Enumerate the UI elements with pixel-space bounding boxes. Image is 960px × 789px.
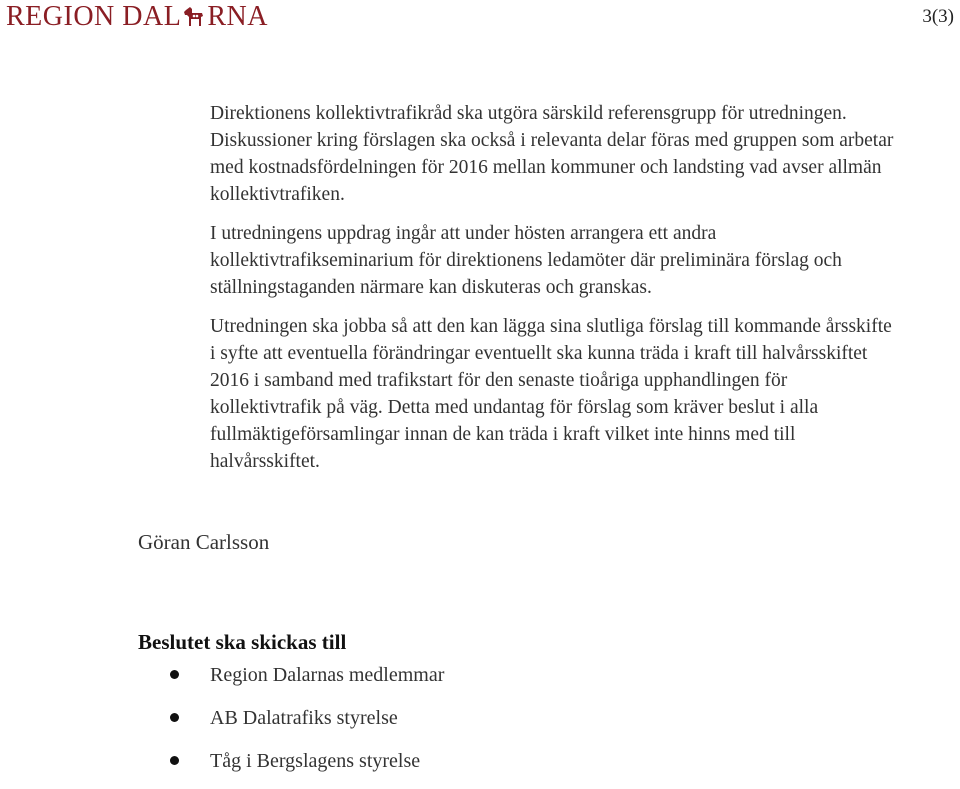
letter-body — [210, 100, 900, 487]
paragraph: Utredningen ska jobba så att den kan lägga sina slutliga förslag till kommande årsskifte i syfte att eventuella förändringar eventuellt ska kunna träda i kraft till halvårsskiftet 2016 i samband med trafikstart för den senaste tioåriga upphandlingen för kollektivtrafik på väg. Detta med undantag för förslag som kräver beslut i alla fullmäktigeförsamlingar innan de kan träda i kraft vilket inte hinns med till halvårsskiftet. — [210, 316, 892, 472]
logo-text-right: RNA — [207, 1, 268, 32]
signature-name: Göran Carlsson — [138, 530, 270, 554]
list-item-label: Tåg i Bergslagens styrelse — [210, 750, 421, 772]
distribution-list — [170, 660, 444, 789]
paragraph: I utredningens uppdrag ingår att under hösten arrangera ett andra kollektivtrafikseminarium för direktionens ledamöter där preliminära förslag och ställningstaganden närmare kan diskuteras och granskas. — [210, 223, 842, 298]
paragraph: Direktionens kollektivtrafikråd ska utgöra särskild referensgrupp för utredningen. Diskussioner kring förslagen ska också i relevanta delar föras med gruppen som arbetar med kostnadsfördelningen för 2016 mellan kommuner och landsting vad avser allmän kollektivtrafiken. — [210, 103, 894, 205]
list-item — [170, 746, 444, 789]
distribution-heading: Beslutet ska skickas till — [138, 630, 347, 654]
list-item-label: Region Dalarnas medlemmar — [210, 664, 445, 686]
region-dalarna-logo — [6, 2, 268, 32]
bullet-icon — [170, 756, 179, 765]
list-item — [170, 660, 444, 703]
page-number: 3(3) — [922, 6, 954, 27]
bullet-icon — [170, 670, 179, 679]
logo-text-left: REGION DAL — [6, 1, 182, 32]
dala-horse-icon — [182, 4, 206, 30]
list-item — [170, 703, 444, 746]
bullet-icon — [170, 713, 179, 722]
list-item-label: AB Dalatrafiks styrelse — [210, 707, 398, 729]
